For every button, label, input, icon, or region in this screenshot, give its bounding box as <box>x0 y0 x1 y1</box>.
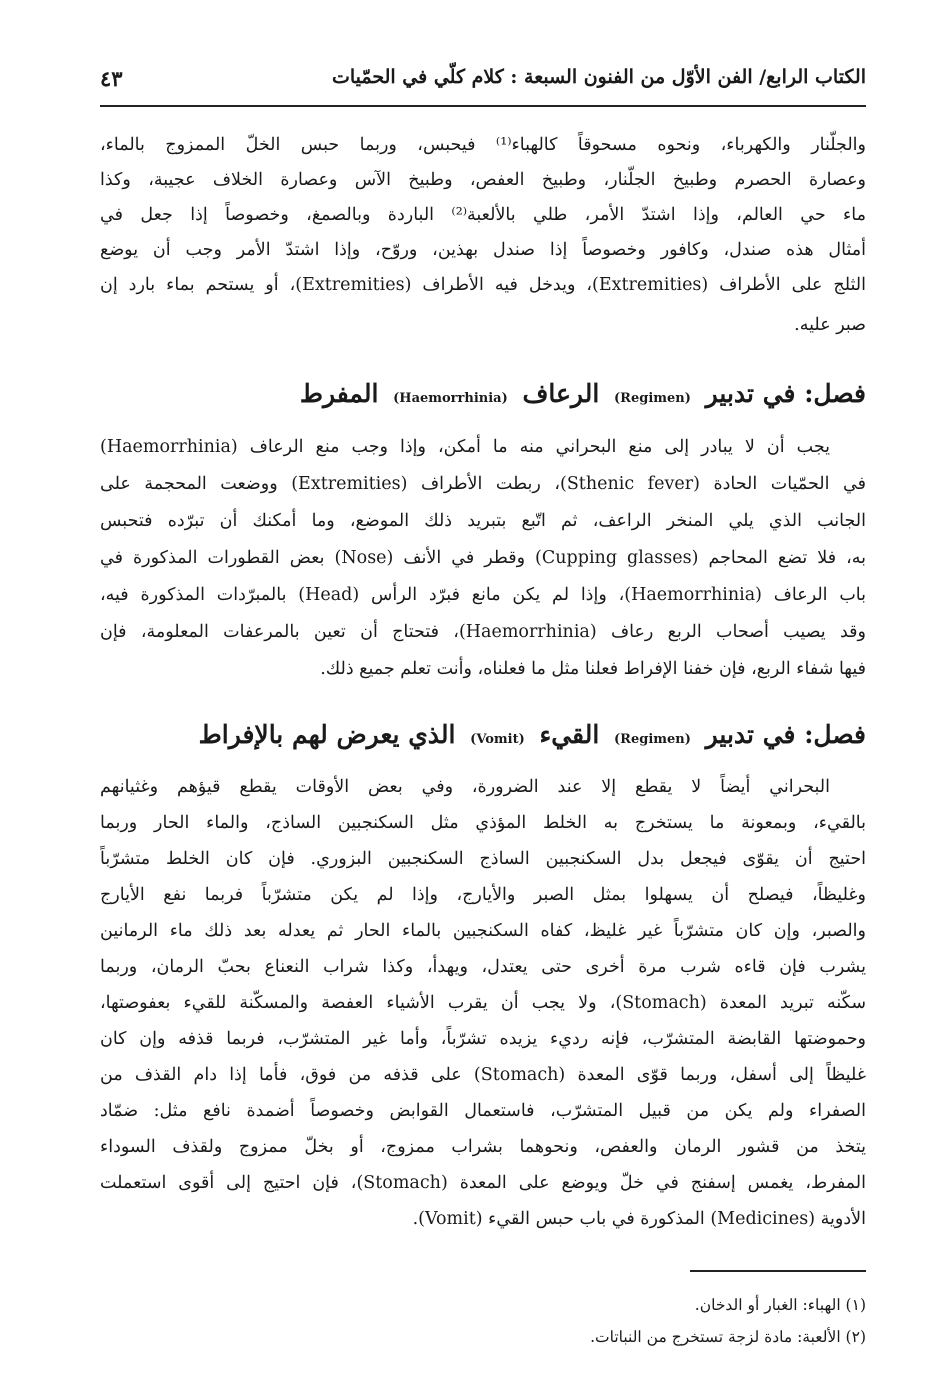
intro-line: أمثال هذه صندل، وكافور وخصوصاً إذا صندل بهذين، وروّح، وإذا اشتدّ الأمر وجب أن يوضع <box>100 240 866 260</box>
section1-line: فيها شفاء الربع، فإن خفنا الإفراط فعلنا مثل ما فعلناه، وأنت تعلم جميع ذلك. <box>320 659 866 679</box>
section-heading-vomiting <box>100 710 866 760</box>
intro-line: وعصارة الحصرم وطبيخ الجلّنار، وطبيخ العفص، وطبيخ الآس وعصارة الخلاف عجيبة، وكذا <box>100 170 866 190</box>
heading-prefix: فصل: في تدبير <box>705 720 866 749</box>
heading-english-term: (Regimen) <box>614 732 691 747</box>
section2-line: احتيج أن يقوّى فيجعل بدل السكنجبين الساذج السكنجبين البزوري. فإن كان الخلط متشرّباً <box>100 849 866 869</box>
heading-english-term: (Regimen) <box>614 391 691 406</box>
intro-line: والجلّنار والكهرباء، ونحوه مسحوقاً كالهباء⁽¹⁾ فيحبس، وربما حبس الخلّ الممزوج بالماء، <box>100 135 866 155</box>
page-header <box>100 60 866 100</box>
section2-line: الصفراء ولم يكن من قبيل المتشرّب، فاستعمال القوابض وخصوصاً أضمدة نافع مثل: ضمّاد <box>100 1101 866 1121</box>
section2-line: المفرط، يغمس إسفنج في خلّ ويوضع على المعدة (Stomach)، فإن احتيج إلى أقوى استعملت <box>100 1173 866 1193</box>
section1-line: الجانب الذي يلي المنخر الراعف، ثم اتّبع بتبريد ذلك الموضع، وما أمكنك أن تبرّده فتحبس <box>100 511 866 531</box>
section-heading-epistaxis <box>100 369 866 419</box>
section2-line: البحراني أيضاً لا يقطع إلا عند الضرورة، وفي بعض الأوقات يقطع قيؤهم وغثيانهم <box>100 777 830 797</box>
section1-line: به، فلا تضع المحاجم (Cupping glasses) وقطر في الأنف (Nose) بعض القطورات المذكورة في <box>100 548 866 568</box>
section1-line: يجب أن لا يبادر إلى منع البحراني منه ما أمكن، وإذا وجب منع الرعاف (Haemorrhinia) <box>100 437 830 457</box>
heading-english-term: (Vomit) <box>470 732 525 747</box>
heading-suffix: الذي يعرض لهم بالإفراط <box>198 720 456 749</box>
section2-line: يشرب فإن قاءه شرب مرة أخرى حتى يعتدل، ويهدأ، وكذا شراب النعناع بحبّ الرمان، وربما <box>100 957 866 977</box>
section2-line: وحموضتها القابضة المتشرّب، فإنه رديء يزيده تشرّباً، وأما غير المتشرّب، فربما قذفه وإن كان <box>100 1029 866 1049</box>
section1-line: باب الرعاف (Haemorrhinia)، وإذا لم يكن مانع فبرّد الرأس (Head) بالمبرّدات المذكورة فيه، <box>100 585 866 605</box>
header-rule <box>100 105 866 107</box>
footnote: (٢) الألعبة: مادة لزجة تستخرج من النباتات. <box>590 1328 866 1346</box>
heading-term: الرعاف <box>522 379 600 408</box>
heading-suffix: المفرط <box>299 379 379 408</box>
page-number: ٤٣ <box>100 66 123 91</box>
footnote-rule <box>690 1270 866 1272</box>
heading-english-term: (Haemorrhinia) <box>393 391 508 406</box>
section2-line: الأدوية (Medicines) المذكورة في باب حبس القيء (Vomit). <box>412 1209 866 1229</box>
footnote: (١) الهباء: الغبار أو الدخان. <box>694 1296 866 1314</box>
section2-line: بالقيء، وبمعونة ما يستخرج به الخلط المؤذي مثل السكنجبين الساذج، والماء الحار وربما <box>100 813 866 833</box>
section2-line: سكّنه تبريد المعدة (Stomach)، ولا يجب أن يقرب الأشياء العفصة والمسكّنة للقيء بعفوصتها، <box>100 993 866 1013</box>
section2-line: يتخذ من قشور الرمان والعفص، ونحوهما بشراب ممزوج، أو بخلّ ممزوج ولقذف السوداء <box>100 1137 866 1157</box>
heading-term: القيء <box>539 720 600 749</box>
intro-line: الثلج على الأطراف (Extremities)، ويدخل فيه الأطراف (Extremities)، أو يستحم بماء بارد إن <box>100 275 866 295</box>
section1-line: وقد يصيب أصحاب الربع رعاف (Haemorrhinia)، فتحتاج أن تعين بالمرعفات المعلومة، فإن <box>100 622 866 642</box>
section2-line: غليظاً إلى أسفل، وربما قوّى المعدة (Stomach) على قذفه من فوق، فأما إذا دام القذف من <box>100 1065 866 1085</box>
section1-line: في الحمّيات الحادة (Sthenic fever)، ربطت الأطراف (Extremities) ووضعت المحجمة على <box>100 474 866 494</box>
running-title: الكتاب الرابع/ الفن الأوّل من الفنون السبعة : كلام كلّي في الحمّيات <box>331 66 866 88</box>
intro-line: ماء حي العالم، وإذا اشتدّ الأمر، طلي بالألعبة⁽²⁾ الباردة وبالصمغ، وخصوصاً إذا جعل في <box>100 205 866 225</box>
intro-line: صبر عليه. <box>794 315 866 335</box>
heading-prefix: فصل: في تدبير <box>705 379 866 408</box>
section2-line: والصبر، وإن كان متشرّباً غير غليظ، كفاه السكنجبين بالماء الحار ثم يعدله بعد ذلك ماء الرمانين <box>100 921 866 941</box>
section2-line: وغليظاً، فيصلح أن يسهلوا بمثل الصبر والأيارج، وإذا لم يكن متشرّباً فربما نفع الأيارج <box>100 885 866 905</box>
